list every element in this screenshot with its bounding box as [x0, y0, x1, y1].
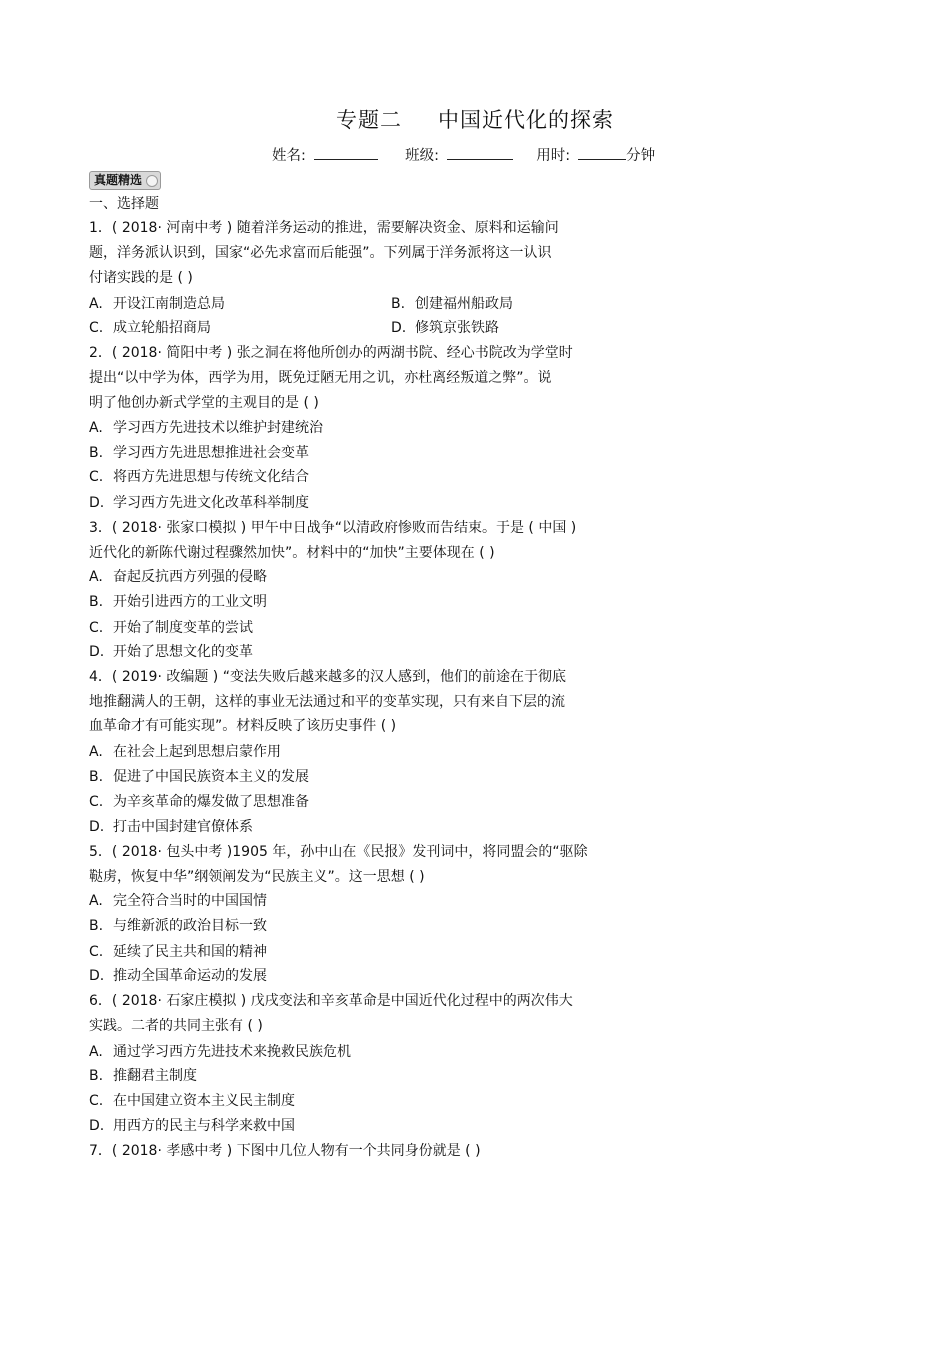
q5-option-c[interactable]: C. 延续了民主共和国的精神: [89, 944, 267, 960]
badge-label: 真题精选: [94, 173, 143, 187]
q6-line-2: 实践。二者的共同主张有 ( ): [89, 1018, 263, 1034]
q3-option-a[interactable]: A. 奋起反抗西方列强的侵略: [89, 569, 267, 585]
q5-line-2: 鞑虏，恢复中华”纲领阐发为“民族主义”。这一思想 ( ): [89, 869, 425, 885]
student-info-row: [272, 144, 655, 165]
q6-line-1: 6．( 2018· 石家庄模拟 ) 戊戌变法和辛亥革命是中国近代化过程中的两次伟大: [89, 993, 573, 1009]
q4-option-c[interactable]: C. 为辛亥革命的爆发做了思想准备: [89, 794, 309, 810]
q3-option-c[interactable]: C. 开始了制度变革的尝试: [89, 620, 253, 636]
q6-option-c[interactable]: C. 在中国建立资本主义民主制度: [89, 1093, 295, 1109]
q2-option-c[interactable]: C. 将西方先进思想与传统文化结合: [89, 469, 309, 485]
q5-option-b[interactable]: B. 与维新派的政治目标一致: [89, 918, 267, 934]
q5-line-1: 5．( 2018· 包头中考 )1905 年，孙中山在《民报》发刊词中，将同盟会的“驱除: [89, 844, 588, 860]
title-right: 中国近代化的探索: [438, 108, 614, 132]
q6-option-d[interactable]: D. 用西方的民主与科学来救中国: [89, 1118, 295, 1134]
class-label: 班级:: [405, 148, 439, 164]
section-heading: 一、选择题: [89, 196, 159, 212]
time-unit: 分钟: [626, 148, 656, 164]
q6-option-b[interactable]: B. 推翻君主制度: [89, 1068, 197, 1084]
q4-option-a[interactable]: A. 在社会上起到思想启蒙作用: [89, 744, 281, 760]
q1-line-1: 1．( 2018· 河南中考 ) 随着洋务运动的推进，需要解决资金、原料和运输问: [89, 220, 559, 236]
q2-line-3: 明了他创办新式学堂的主观目的是 ( ): [89, 395, 319, 411]
q4-line-1: 4．( 2019· 改编题 ) “变法失败后越来越多的汉人感到，他们的前途在于彻底: [89, 669, 566, 685]
q4-option-b[interactable]: B. 促进了中国民族资本主义的发展: [89, 769, 309, 785]
page-title: [0, 104, 950, 134]
q3-line-1: 3．( 2018· 张家口模拟 ) 甲午中日战争“以清政府惨败而告结束。于是 ( 中国 ): [89, 520, 577, 536]
q7-line-1: 7．( 2018· 孝感中考 ) 下图中几位人物有一个共同身份就是 ( ): [89, 1143, 481, 1159]
q1-option-d[interactable]: D. 修筑京张铁路: [391, 320, 499, 336]
q3-line-2: 近代化的新陈代谢过程骤然加快”。材料中的“加快”主要体现在 ( ): [89, 545, 495, 561]
q4-line-3: 血革命才有可能实现”。材料反映了该历史事件 ( ): [89, 718, 397, 734]
name-blank[interactable]: [314, 145, 378, 160]
q2-option-b[interactable]: B. 学习西方先进思想推进社会变革: [89, 445, 309, 461]
q1-option-b[interactable]: B. 创建福州船政局: [391, 296, 513, 312]
title-left: 专题二: [336, 108, 402, 132]
q4-option-d[interactable]: D. 打击中国封建官僚体系: [89, 819, 253, 835]
q1-line-3: 付诸实践的是 ( ): [89, 270, 193, 286]
class-blank[interactable]: [447, 145, 513, 160]
q2-line-1: 2．( 2018· 简阳中考 ) 张之洞在将他所创办的两湖书院、经心书院改为学堂时: [89, 345, 573, 361]
q3-option-d[interactable]: D. 开始了思想文化的变革: [89, 644, 253, 660]
q2-option-d[interactable]: D. 学习西方先进文化改革科举制度: [89, 495, 309, 511]
section-badge: [89, 171, 161, 190]
q4-line-2: 地推翻满人的王朝，这样的事业无法通过和平的变革实现，只有来自下层的流: [89, 694, 565, 710]
q2-line-2: 提出“以中学为体，西学为用，既免迂陋无用之讥，亦杜离经叛道之弊”。说: [89, 370, 552, 386]
q1-option-a[interactable]: A. 开设江南制造总局: [89, 296, 225, 312]
time-label: 用时:: [536, 148, 571, 164]
name-label: 姓名:: [272, 148, 306, 164]
q1-option-c[interactable]: C. 成立轮船招商局: [89, 320, 211, 336]
q6-option-a[interactable]: A. 通过学习西方先进技术来挽救民族危机: [89, 1044, 351, 1060]
q3-option-b[interactable]: B. 开始引进西方的工业文明: [89, 594, 267, 610]
badge-circle-icon: [146, 175, 158, 187]
q5-option-a[interactable]: A. 完全符合当时的中国国情: [89, 893, 267, 909]
time-blank[interactable]: [578, 145, 626, 160]
q2-option-a[interactable]: A. 学习西方先进技术以维护封建统治: [89, 420, 323, 436]
q1-line-2: 题，洋务派认识到，国家“必先求富而后能强”。下列属于洋务派将这一认识: [89, 245, 552, 261]
q5-option-d[interactable]: D. 推动全国革命运动的发展: [89, 968, 267, 984]
